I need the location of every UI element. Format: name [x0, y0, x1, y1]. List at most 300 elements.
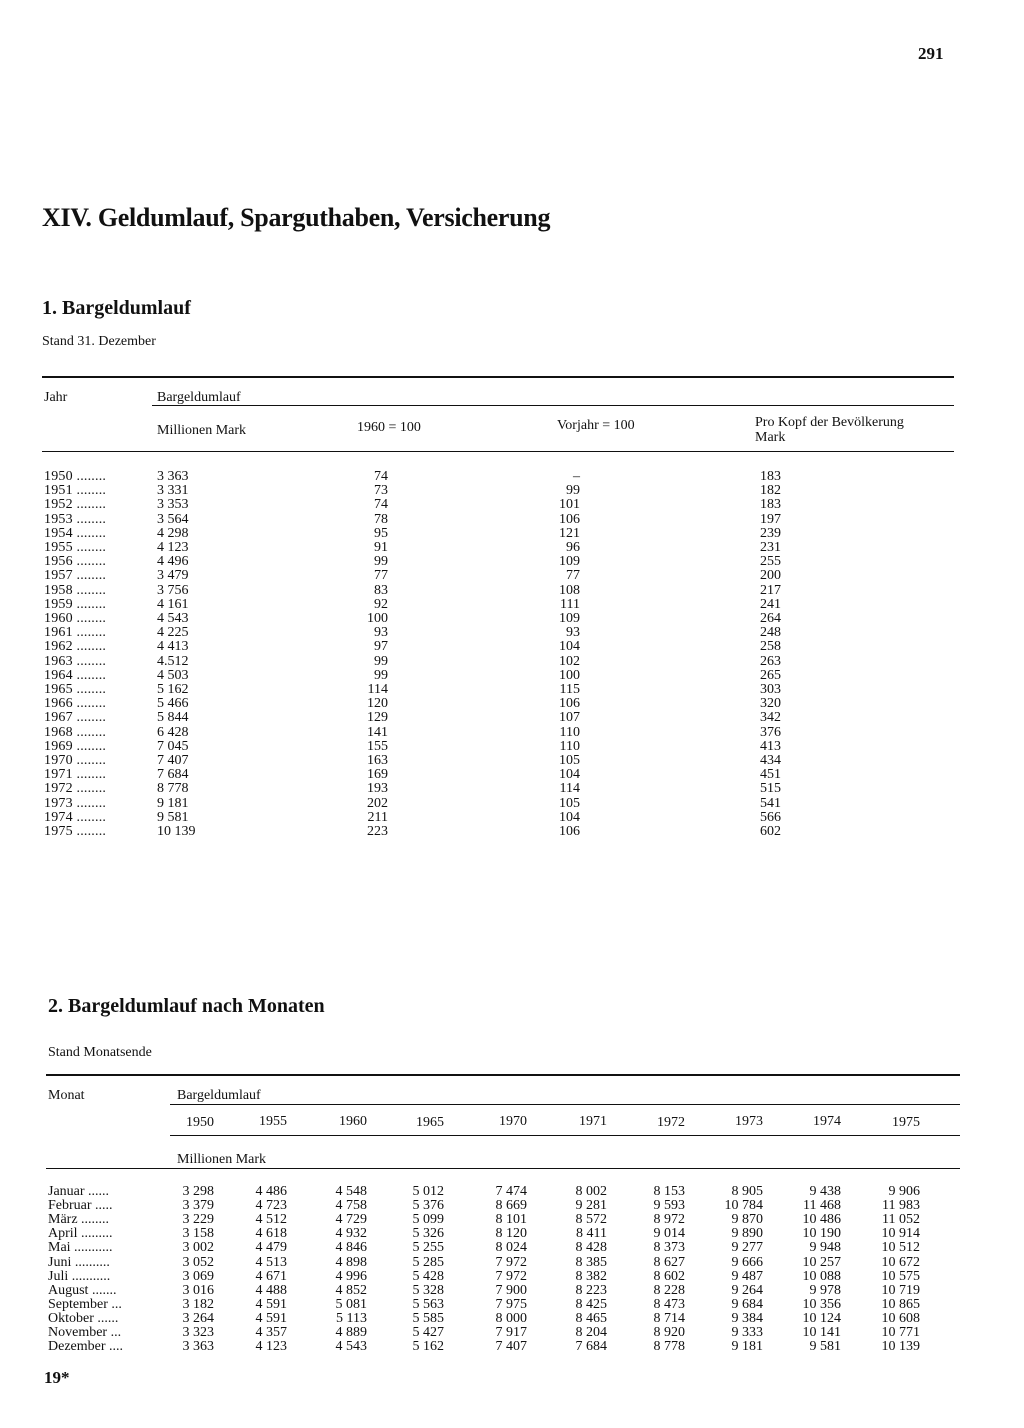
cell-millionen: 3 564 [157, 511, 189, 527]
cell-index1960: 95 [374, 525, 388, 541]
cell-millionen: 7 684 [157, 767, 189, 783]
cell-monat: Dezember .... [48, 1340, 124, 1355]
cell-millionen: 4 496 [157, 554, 189, 570]
cell-value: 5 428 [412, 1268, 444, 1284]
cell-millionen: 8 778 [157, 781, 189, 797]
cell-index1960: 163 [367, 753, 388, 768]
cell-vorjahr: 77 [566, 568, 580, 584]
cell-monat: September ... [48, 1297, 122, 1312]
cell-value: 4 723 [255, 1198, 287, 1214]
cell-value: 9 978 [809, 1282, 841, 1298]
cell-prokopf: 183 [760, 469, 781, 484]
cell-value: 9 333 [731, 1325, 763, 1340]
cell-value: 8 153 [653, 1184, 685, 1199]
cell-index1960: 74 [374, 469, 388, 484]
table2-group-rule [170, 1104, 960, 1105]
table-row [0, 1213, 1024, 1227]
cell-prokopf: 303 [760, 682, 781, 697]
cell-prokopf: 602 [760, 824, 781, 839]
cell-vorjahr: 99 [566, 483, 580, 499]
cell-jahr: 1969 ........ [44, 739, 107, 754]
cell-value: 10 771 [881, 1325, 920, 1340]
cell-value: 3 052 [182, 1254, 214, 1270]
cell-value: 7 917 [495, 1325, 527, 1340]
cell-monat: Januar ...... [48, 1185, 110, 1199]
cell-value: 4 479 [255, 1240, 287, 1256]
cell-value: 10 575 [881, 1268, 920, 1284]
table2-year-header: 1965 [416, 1115, 444, 1130]
cell-index1960: 202 [367, 795, 388, 811]
table2-year-header: 1972 [657, 1115, 685, 1130]
cell-value: 7 684 [575, 1339, 607, 1355]
cell-vorjahr: 101 [559, 497, 580, 513]
table1-group-rule [152, 405, 954, 406]
cell-vorjahr: 106 [559, 696, 580, 712]
cell-value: 4 591 [255, 1296, 287, 1312]
cell-value: 10 141 [802, 1325, 841, 1340]
cell-index1960: 100 [367, 611, 388, 626]
cell-value: 5 376 [412, 1198, 444, 1214]
cell-value: 8 572 [575, 1212, 607, 1228]
cell-value: 4 543 [335, 1339, 367, 1355]
table-row [0, 1241, 1024, 1255]
cell-value: 4 852 [335, 1282, 367, 1298]
cell-value: 8 223 [575, 1282, 607, 1298]
cell-value: 8 778 [653, 1339, 685, 1355]
cell-value: 4 486 [255, 1184, 287, 1199]
cell-monat: Juli ........... [48, 1269, 111, 1284]
cell-value: 10 719 [881, 1282, 920, 1298]
cell-value: 7 975 [495, 1296, 527, 1312]
cell-value: 8 428 [575, 1240, 607, 1256]
cell-value: 8 411 [576, 1226, 607, 1242]
table-row [0, 1326, 1024, 1340]
cell-value: 4 591 [255, 1310, 287, 1326]
cell-vorjahr: 100 [559, 667, 580, 683]
cell-index1960: 223 [367, 824, 388, 839]
cell-millionen: 4 225 [157, 625, 189, 641]
cell-millionen: 4.512 [157, 653, 189, 669]
table-row [0, 811, 1024, 825]
cell-jahr: 1958 ........ [44, 583, 107, 598]
cell-value: 9 181 [731, 1339, 763, 1355]
page-number: 291 [918, 44, 944, 63]
chapter-title: XIV. Geldumlauf, Sparguthaben, Versicherung [42, 203, 551, 232]
cell-millionen: 4 298 [157, 525, 189, 541]
table1-header-prokopf-line1: Pro Kopf der Bevölkerung [755, 415, 904, 430]
cell-value: 7 407 [495, 1339, 527, 1355]
cell-jahr: 1952 ........ [44, 498, 107, 513]
cell-index1960: 91 [374, 540, 388, 555]
cell-value: 9 014 [653, 1226, 685, 1242]
table-row [0, 1298, 1024, 1312]
cell-index1960: 114 [367, 682, 388, 697]
cell-prokopf: 342 [760, 710, 781, 726]
cell-prokopf: 200 [760, 568, 781, 584]
cell-index1960: 129 [367, 710, 388, 726]
cell-value: 8 228 [653, 1282, 685, 1298]
table1-header-prokopf-line2: Mark [755, 430, 786, 445]
cell-value: 10 784 [724, 1198, 763, 1214]
cell-value: 8 373 [653, 1240, 685, 1256]
cell-prokopf: 263 [760, 653, 781, 669]
cell-prokopf: 320 [760, 696, 781, 712]
cell-millionen: 3 353 [157, 497, 189, 513]
cell-value: 8 000 [495, 1310, 527, 1326]
cell-millionen: 4 161 [157, 596, 189, 612]
cell-value: 4 996 [335, 1268, 367, 1284]
table-row [0, 1270, 1024, 1284]
cell-millionen: 3 479 [157, 568, 189, 584]
cell-value: 8 204 [575, 1325, 607, 1340]
cell-value: 3 323 [182, 1325, 214, 1340]
cell-vorjahr: 93 [566, 625, 580, 641]
cell-value: 9 438 [809, 1184, 841, 1199]
cell-value: 4 357 [255, 1325, 287, 1340]
table2-year-header: 1973 [735, 1114, 763, 1129]
cell-index1960: 92 [374, 596, 388, 612]
cell-vorjahr: 106 [559, 824, 580, 839]
table-row [0, 498, 1024, 512]
cell-value: 4 548 [335, 1184, 367, 1199]
cell-millionen: 5 466 [157, 696, 189, 712]
cell-value: 4 618 [255, 1226, 287, 1242]
cell-monat: August ....... [48, 1283, 117, 1298]
cell-prokopf: 197 [760, 511, 781, 527]
cell-jahr: 1962 ........ [44, 640, 107, 655]
table2-year-header: 1971 [579, 1114, 607, 1129]
cell-value: 9 948 [809, 1240, 841, 1256]
cell-value: 7 900 [495, 1282, 527, 1298]
table-row [0, 1256, 1024, 1270]
table-row [0, 470, 1024, 484]
table-row [0, 768, 1024, 782]
cell-index1960: 141 [367, 724, 388, 740]
table-row [0, 541, 1024, 555]
cell-jahr: 1956 ........ [44, 555, 107, 570]
footnote-signature: 19* [44, 1368, 70, 1387]
cell-jahr: 1961 ........ [44, 626, 107, 641]
table-row [0, 1340, 1024, 1354]
cell-value: 4 512 [255, 1212, 287, 1228]
cell-jahr: 1966 ........ [44, 697, 107, 712]
cell-jahr: 1951 ........ [44, 484, 107, 499]
cell-millionen: 5 162 [157, 682, 189, 697]
cell-jahr: 1964 ........ [44, 668, 107, 683]
cell-prokopf: 541 [760, 795, 781, 811]
cell-value: 8 425 [575, 1296, 607, 1312]
cell-value: 10 139 [881, 1339, 920, 1355]
cell-millionen: 5 844 [157, 710, 189, 726]
cell-index1960: 77 [374, 568, 388, 584]
table-row [0, 626, 1024, 640]
cell-prokopf: 264 [760, 611, 781, 626]
table2-year-header: 1974 [813, 1114, 841, 1129]
cell-vorjahr: 111 [560, 596, 580, 612]
table-row [0, 740, 1024, 754]
cell-millionen: 4 123 [157, 540, 189, 555]
cell-jahr: 1963 ........ [44, 654, 107, 669]
cell-prokopf: 248 [760, 625, 781, 641]
cell-index1960: 73 [374, 483, 388, 499]
cell-value: 8 602 [653, 1268, 685, 1284]
cell-value: 8 385 [575, 1254, 607, 1270]
cell-value: 5 012 [412, 1184, 444, 1199]
cell-vorjahr: 105 [559, 795, 580, 811]
cell-millionen: 3 363 [157, 469, 189, 484]
table-row [0, 513, 1024, 527]
cell-index1960: 99 [374, 653, 388, 669]
cell-vorjahr: 110 [559, 738, 580, 754]
cell-vorjahr: 105 [559, 753, 580, 768]
table-row [0, 1284, 1024, 1298]
table1-subtitle: Stand 31. Dezember [42, 334, 156, 349]
cell-vorjahr: 104 [559, 639, 580, 655]
cell-value: 5 328 [412, 1282, 444, 1298]
cell-vorjahr: 109 [559, 554, 580, 570]
cell-value: 5 563 [412, 1296, 444, 1312]
table-row [0, 726, 1024, 740]
cell-value: 9 277 [731, 1240, 763, 1256]
cell-prokopf: 566 [760, 809, 781, 825]
cell-millionen: 9 581 [157, 809, 189, 825]
cell-value: 10 672 [881, 1254, 920, 1270]
cell-value: 11 052 [882, 1212, 920, 1228]
table-row [0, 797, 1024, 811]
cell-prokopf: 451 [760, 767, 781, 783]
table2-year-header: 1975 [892, 1115, 920, 1130]
table1-header-bottom-rule [42, 451, 954, 452]
cell-value: 4 889 [335, 1325, 367, 1340]
table1-header-prokopf [755, 415, 904, 445]
cell-millionen: 7 045 [157, 738, 189, 754]
cell-value: 5 099 [412, 1212, 444, 1228]
table-row [0, 1199, 1024, 1213]
cell-millionen: 4 503 [157, 667, 189, 683]
cell-millionen: 4 413 [157, 639, 189, 655]
table-row [0, 655, 1024, 669]
cell-value: 8 972 [653, 1212, 685, 1228]
table2-header-group: Bargeldumlauf [177, 1088, 261, 1103]
cell-index1960: 97 [374, 639, 388, 655]
cell-value: 4 846 [335, 1240, 367, 1256]
cell-index1960: 155 [367, 738, 388, 754]
cell-millionen: 3 331 [157, 483, 189, 499]
cell-value: 4 123 [255, 1339, 287, 1355]
table-row [0, 484, 1024, 498]
cell-jahr: 1950 ........ [44, 470, 107, 484]
cell-value: 8 120 [495, 1226, 527, 1242]
cell-value: 10 257 [802, 1254, 841, 1270]
cell-vorjahr: 108 [559, 582, 580, 598]
cell-value: 3 363 [182, 1339, 214, 1355]
cell-millionen: 10 139 [157, 824, 196, 839]
cell-jahr: 1974 ........ [44, 810, 107, 825]
cell-value: 3 229 [182, 1212, 214, 1228]
cell-index1960: 211 [367, 809, 388, 825]
cell-jahr: 1975 ........ [44, 825, 107, 839]
cell-value: 3 182 [182, 1296, 214, 1312]
table2-title: 2. Bargeldumlauf nach Monaten [48, 995, 325, 1017]
cell-monat: März ........ [48, 1213, 110, 1228]
cell-vorjahr: – [573, 469, 580, 484]
cell-vorjahr: 104 [559, 767, 580, 783]
table2-subtitle: Stand Monatsende [48, 1045, 152, 1060]
cell-prokopf: 231 [760, 540, 781, 555]
cell-value: 10 914 [881, 1226, 920, 1242]
cell-value: 8 669 [495, 1198, 527, 1214]
cell-vorjahr: 110 [559, 724, 580, 740]
cell-index1960: 193 [367, 781, 388, 797]
cell-vorjahr: 109 [559, 611, 580, 626]
cell-millionen: 6 428 [157, 724, 189, 740]
cell-value: 4 758 [335, 1198, 367, 1214]
cell-value: 5 081 [335, 1296, 367, 1312]
cell-value: 9 384 [731, 1310, 763, 1326]
cell-value: 3 002 [182, 1240, 214, 1256]
cell-value: 3 016 [182, 1282, 214, 1298]
cell-monat: Februar ..... [48, 1199, 113, 1214]
table-row [0, 754, 1024, 768]
table-row [0, 527, 1024, 541]
cell-monat: Oktober ...... [48, 1311, 119, 1326]
cell-millionen: 7 407 [157, 753, 189, 768]
cell-value: 8 101 [495, 1212, 527, 1228]
cell-value: 10 608 [881, 1310, 920, 1326]
cell-prokopf: 258 [760, 639, 781, 655]
cell-prokopf: 255 [760, 554, 781, 570]
table1-title: 1. Bargeldumlauf [42, 297, 191, 319]
table2-top-rule [46, 1074, 960, 1076]
cell-jahr: 1955 ........ [44, 541, 107, 555]
cell-index1960: 78 [374, 511, 388, 527]
table-row [0, 711, 1024, 725]
cell-value: 8 920 [653, 1325, 685, 1340]
table2-year-header: 1950 [186, 1115, 214, 1130]
cell-value: 5 113 [336, 1310, 367, 1326]
cell-value: 8 473 [653, 1296, 685, 1312]
cell-millionen: 9 181 [157, 795, 189, 811]
cell-value: 9 870 [731, 1212, 763, 1228]
cell-jahr: 1967 ........ [44, 711, 107, 726]
cell-vorjahr: 106 [559, 511, 580, 527]
cell-value: 4 513 [255, 1254, 287, 1270]
table-row [0, 782, 1024, 796]
cell-value: 5 255 [412, 1240, 444, 1256]
cell-jahr: 1959 ........ [44, 597, 107, 612]
cell-prokopf: 182 [760, 483, 781, 499]
cell-value: 3 379 [182, 1198, 214, 1214]
cell-value: 8 024 [495, 1240, 527, 1256]
cell-value: 5 585 [412, 1310, 444, 1326]
table1-header-index1960: 1960 = 100 [357, 420, 421, 435]
cell-value: 9 890 [731, 1226, 763, 1242]
table2-header-monat: Monat [48, 1088, 85, 1103]
cell-value: 10 088 [802, 1268, 841, 1284]
cell-value: 8 627 [653, 1254, 685, 1270]
cell-prokopf: 183 [760, 497, 781, 513]
cell-prokopf: 413 [760, 738, 781, 754]
cell-value: 9 281 [575, 1198, 607, 1214]
cell-value: 10 356 [802, 1296, 841, 1312]
cell-value: 3 264 [182, 1310, 214, 1326]
cell-monat: November ... [48, 1326, 122, 1340]
cell-value: 8 382 [575, 1268, 607, 1284]
cell-value: 11 983 [882, 1198, 920, 1214]
table2-year-header: 1960 [339, 1114, 367, 1129]
cell-value: 7 474 [495, 1184, 527, 1199]
table1-header-vorjahr: Vorjahr = 100 [557, 418, 635, 433]
cell-millionen: 4 543 [157, 611, 189, 626]
cell-index1960: 74 [374, 497, 388, 513]
cell-value: 7 972 [495, 1254, 527, 1270]
table-row [0, 569, 1024, 583]
cell-vorjahr: 114 [559, 781, 580, 797]
table-row [0, 612, 1024, 626]
cell-value: 9 593 [653, 1198, 685, 1214]
cell-value: 10 512 [881, 1240, 920, 1256]
cell-value: 3 069 [182, 1268, 214, 1284]
table-row [0, 584, 1024, 598]
table2-year-header: 1970 [499, 1114, 527, 1129]
cell-value: 10 486 [802, 1212, 841, 1228]
cell-index1960: 83 [374, 582, 388, 598]
cell-value: 8 002 [575, 1184, 607, 1199]
cell-vorjahr: 121 [559, 525, 580, 541]
cell-value: 4 488 [255, 1282, 287, 1298]
cell-jahr: 1965 ........ [44, 683, 107, 697]
cell-prokopf: 434 [760, 753, 781, 768]
cell-index1960: 169 [367, 767, 388, 783]
table-row [0, 598, 1024, 612]
cell-index1960: 93 [374, 625, 388, 641]
cell-value: 5 326 [412, 1226, 444, 1242]
table2-year-header: 1955 [259, 1114, 287, 1129]
cell-value: 3 158 [182, 1226, 214, 1242]
table2-header-bottom-rule [46, 1168, 960, 1169]
cell-index1960: 99 [374, 554, 388, 570]
table-row [0, 640, 1024, 654]
cell-vorjahr: 96 [566, 540, 580, 555]
table1-header-jahr: Jahr [44, 390, 68, 405]
cell-jahr: 1968 ........ [44, 725, 107, 740]
cell-value: 4 932 [335, 1226, 367, 1242]
cell-value: 5 427 [412, 1325, 444, 1340]
cell-value: 11 468 [803, 1198, 841, 1214]
table-row [0, 697, 1024, 711]
cell-value: 4 898 [335, 1254, 367, 1270]
cell-index1960: 99 [374, 667, 388, 683]
cell-jahr: 1973 ........ [44, 796, 107, 811]
cell-jahr: 1972 ........ [44, 782, 107, 797]
cell-vorjahr: 107 [559, 710, 580, 726]
cell-jahr: 1970 ........ [44, 754, 107, 768]
cell-value: 10 865 [881, 1296, 920, 1312]
cell-value: 4 671 [255, 1268, 287, 1284]
cell-value: 5 285 [412, 1254, 444, 1270]
cell-value: 4 729 [335, 1212, 367, 1228]
cell-prokopf: 265 [760, 667, 781, 683]
table1-header-group: Bargeldumlauf [157, 390, 241, 405]
cell-value: 8 714 [653, 1310, 685, 1326]
cell-monat: Juni .......... [48, 1255, 110, 1270]
cell-prokopf: 217 [760, 582, 781, 598]
cell-jahr: 1957 ........ [44, 569, 107, 584]
cell-vorjahr: 102 [559, 653, 580, 669]
table-row [0, 555, 1024, 569]
cell-value: 8 905 [731, 1184, 763, 1199]
cell-value: 9 666 [731, 1254, 763, 1270]
